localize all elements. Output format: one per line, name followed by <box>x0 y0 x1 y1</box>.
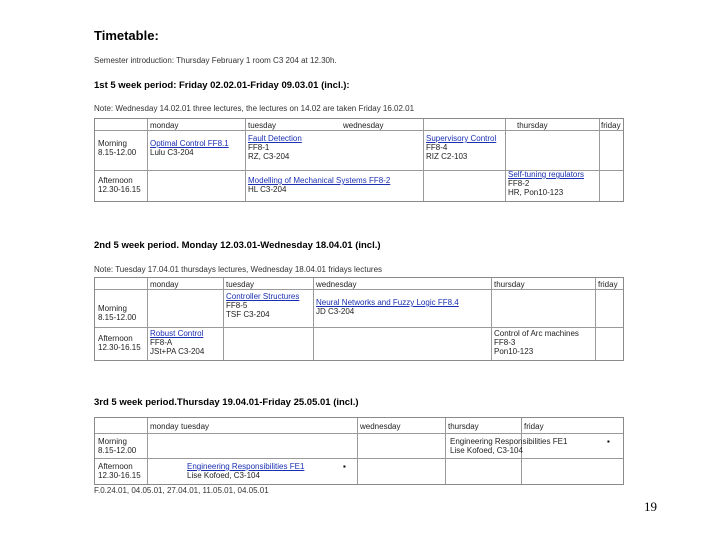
course-cell[interactable]: Robust Control FF8-A JSt+PA C3-204 <box>150 329 205 356</box>
header-wednesday: wednesday <box>316 280 357 289</box>
course-cell[interactable]: Engineering Responsibilities FE1 Lise Kofoed, C3-104 <box>187 462 305 480</box>
header-tuesday: tuesday <box>226 280 255 289</box>
period-2-note: Note: Tuesday 17.04.01 thursdays lectures, Wednesday 18.04.01 fridays lectures <box>94 265 383 274</box>
period-3-heading: 3rd 5 week period.Thursday 19.04.01-Friday 25.05.01 (incl.) <box>94 397 359 408</box>
course-cell[interactable]: Control of Arc machines FF8-3 Pon10-123 <box>494 329 579 356</box>
page-title: Timetable: <box>94 28 159 43</box>
header-wednesday: wednesday <box>360 422 401 431</box>
period-1-note: Note: Wednesday 14.02.01 three lectures, the lectures on 14.02 are taken Friday 16.02.01 <box>94 104 415 113</box>
header-monday: monday <box>150 121 179 130</box>
header-friday: friday <box>601 121 621 130</box>
period-2-timetable <box>94 277 624 361</box>
header-friday: friday <box>598 280 618 289</box>
header-friday: friday <box>524 422 544 431</box>
period-3-footnote: F.0.24.01, 04.05.01, 27.04.01, 11.05.01, 04.05.01 <box>94 486 269 495</box>
course-cell[interactable]: Modelling of Mechanical Systems FF8-2 HL C3-204 <box>248 176 391 194</box>
afternoon-label: Afternoon 12.30-16.15 <box>98 176 141 194</box>
course-cell[interactable]: Neural Networks and Fuzzy Logic FF8.4 JD C3-204 <box>316 298 459 316</box>
header-tuesday: tuesday <box>248 121 277 130</box>
page-number: 19 <box>644 499 657 514</box>
morning-label: Morning 8.15-12.00 <box>98 304 137 322</box>
period-2-heading: 2nd 5 week period. Monday 12.03.01-Wednesday 18.04.01 (incl.) <box>94 240 381 251</box>
course-cell[interactable]: Fault Detection FF8-1 RZ, C3-204 <box>248 134 302 161</box>
header-monday: monday <box>150 422 179 431</box>
bullet-icon: ▪ <box>343 462 346 471</box>
afternoon-label: Afternoon 12.30-16.15 <box>98 462 141 480</box>
course-cell[interactable]: Engineering Responsibilities FE1 Lise Kofoed, C3-104 <box>450 437 568 455</box>
course-cell[interactable]: Optimal Control FF8.1 Lulu C3-204 <box>150 139 229 157</box>
period-1-heading: 1st 5 week period: Friday 02.02.01-Friday 09.03.01 (incl.): <box>94 80 350 91</box>
header-thursday: thursday <box>494 280 525 289</box>
bullet-icon: ▪ <box>607 437 610 446</box>
header-wednesday: wednesday <box>343 121 384 130</box>
afternoon-label: Afternoon 12.30-16.15 <box>98 334 141 352</box>
course-cell[interactable]: Controller Structures FF8-5 TSF C3-204 <box>226 292 300 319</box>
period-3-timetable <box>94 417 624 485</box>
morning-label: Morning 8.15-12.00 <box>98 139 137 157</box>
header-thursday: thursday <box>517 121 548 130</box>
header-monday: monday <box>150 280 179 289</box>
course-cell[interactable]: Self-tuning regulators FF8-2 HR, Pon10-123 <box>508 170 585 197</box>
period-1-timetable <box>94 118 624 202</box>
header-tuesday: tuesday <box>181 422 210 431</box>
header-thursday: thursday <box>448 422 479 431</box>
semester-intro: Semester introduction: Thursday February 1 room C3 204 at 12.30h. <box>94 56 337 65</box>
morning-label: Morning 8.15-12.00 <box>98 437 137 455</box>
course-cell[interactable]: Supervisory Control FF8-4 RIZ C2-103 <box>426 134 497 161</box>
